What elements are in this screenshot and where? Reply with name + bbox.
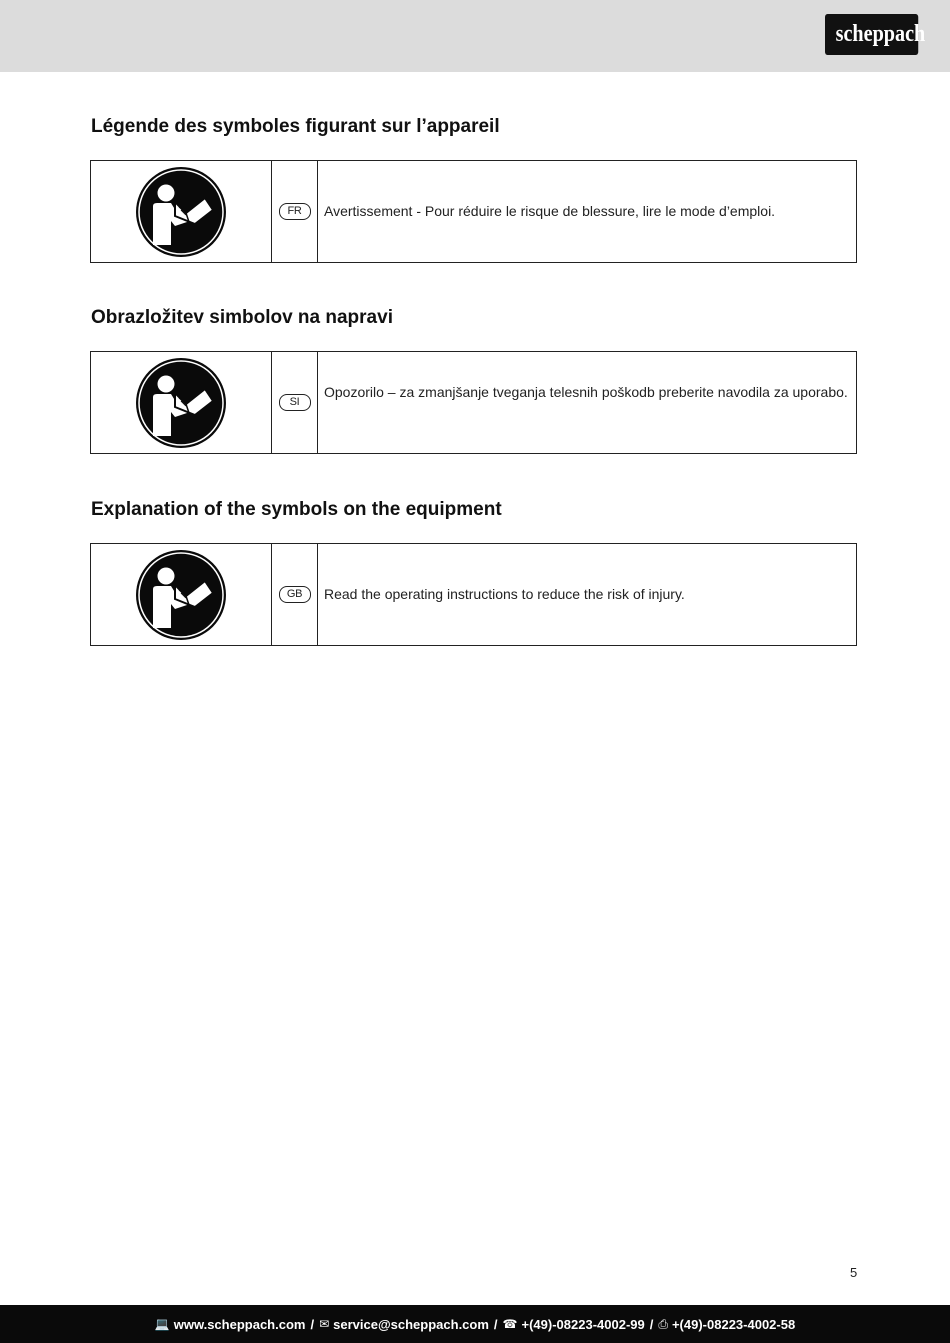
phone-icon: ☎ xyxy=(502,1317,518,1331)
phone-number: +(49)-08223-4002-99 xyxy=(521,1316,645,1332)
symbol-description: Opozorilo – za zmanjšanje tveganja telesnih poškodb preberite navodila za uporabo. xyxy=(324,384,848,400)
language-badge: SI xyxy=(279,394,311,411)
language-badge: GB xyxy=(279,586,311,603)
symbol-description: Avertissement - Pour réduire le risque de blessure, lire le mode d’emploi. xyxy=(324,203,776,219)
website-link[interactable]: www.scheppach.com xyxy=(173,1316,306,1332)
brand-logo: scheppach xyxy=(825,14,918,55)
read-manual-icon xyxy=(135,549,227,641)
symbol-table-gb xyxy=(90,543,857,646)
separator: / xyxy=(493,1316,498,1332)
email-link[interactable]: service@scheppach.com xyxy=(333,1316,489,1332)
fax-icon: ⎙ xyxy=(658,1316,668,1331)
mail-icon: ✉ xyxy=(319,1317,330,1331)
symbol-cell xyxy=(91,161,272,262)
computer-icon: 💻 xyxy=(154,1317,170,1331)
separator: / xyxy=(649,1316,654,1332)
symbol-table-si xyxy=(90,351,857,454)
section-heading-si: Obrazložitev simbolov na napravi xyxy=(91,307,393,328)
description-cell xyxy=(318,352,856,453)
separator: / xyxy=(310,1316,315,1332)
page-number: 5 xyxy=(850,1265,858,1280)
description-cell xyxy=(318,544,856,645)
description-cell xyxy=(318,161,856,262)
section-heading-gb: Explanation of the symbols on the equipment xyxy=(91,499,502,520)
read-manual-icon xyxy=(135,357,227,449)
symbol-cell xyxy=(91,544,272,645)
section-heading-fr: Légende des symboles figurant sur l’appareil xyxy=(91,116,500,137)
language-cell xyxy=(272,352,318,453)
language-cell xyxy=(272,544,318,645)
fax-number: +(49)-08223-4002-58 xyxy=(671,1316,796,1332)
footer-contact-bar xyxy=(0,1305,950,1343)
read-manual-icon xyxy=(135,166,227,258)
symbol-table-fr xyxy=(90,160,857,263)
language-cell xyxy=(272,161,318,262)
header-band xyxy=(0,0,950,72)
language-badge: FR xyxy=(279,203,311,220)
symbol-description: Read the operating instructions to reduce the risk of injury. xyxy=(324,586,685,602)
symbol-cell xyxy=(91,352,272,453)
